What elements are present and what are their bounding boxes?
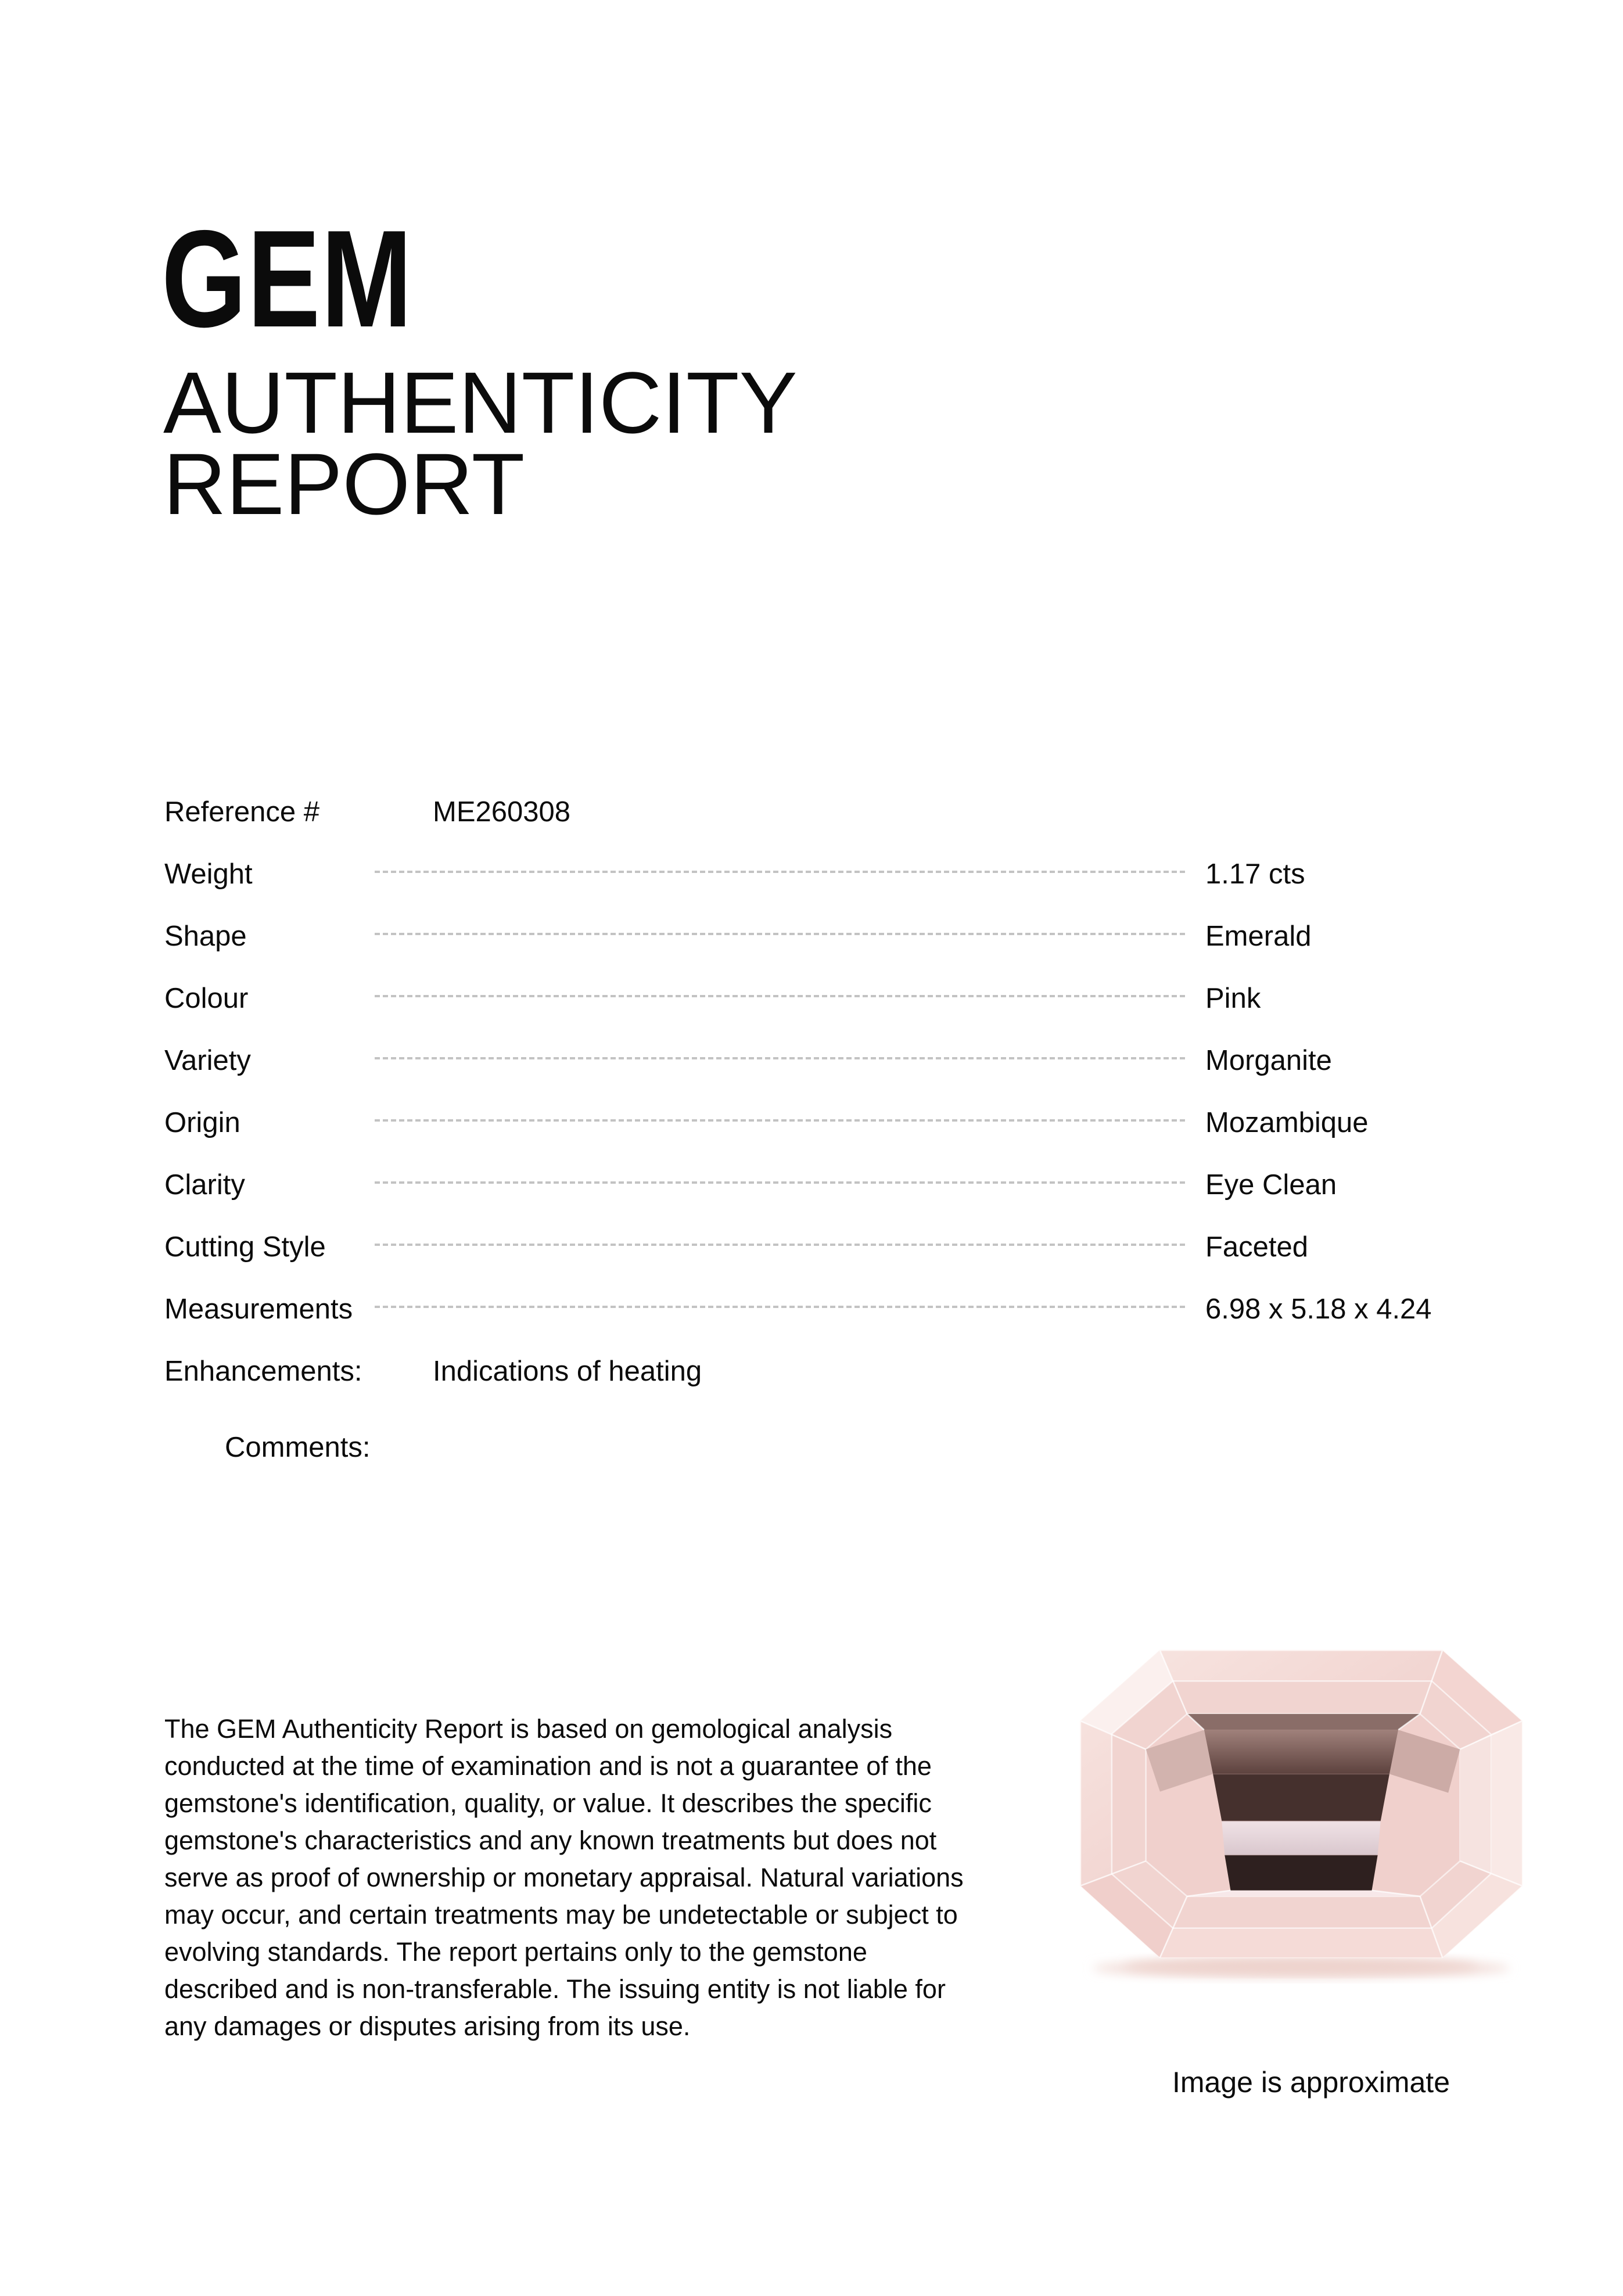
field-row-weight [164, 843, 1460, 906]
dotted-leader [375, 933, 1185, 935]
dotted-leader [375, 1057, 1185, 1059]
field-label-shape: Shape [164, 921, 247, 952]
field-label-comments: Comments: [225, 1432, 371, 1463]
field-label-enhancements: Enhancements: [164, 1356, 362, 1387]
field-row-colour [164, 968, 1460, 1030]
field-value-shape: Emerald [1205, 921, 1312, 952]
field-label-clarity: Clarity [164, 1169, 245, 1201]
dotted-leader [375, 871, 1185, 873]
field-value-measurements: 6.98 x 5.18 x 4.24 [1205, 1293, 1432, 1325]
field-row-cutting-style [164, 1216, 1460, 1278]
field-value-enhancements: Indications of heating [433, 1356, 702, 1387]
emerald-cut-gem-image [1072, 1635, 1531, 1984]
field-value-cutting-style: Faceted [1205, 1231, 1309, 1263]
field-row-enhancements [164, 1341, 1460, 1403]
field-label-origin: Origin [164, 1107, 240, 1138]
field-value-variety: Morganite [1205, 1045, 1332, 1076]
field-value-weight: 1.17 cts [1205, 858, 1305, 890]
report-title-report: REPORT [163, 435, 525, 533]
gem-photo [1072, 1635, 1531, 1984]
field-label-colour: Colour [164, 983, 249, 1014]
dotted-leader [375, 995, 1185, 997]
field-label-cutting-style: Cutting Style [164, 1231, 326, 1263]
field-row-shape [164, 906, 1460, 968]
dotted-leader [375, 1119, 1185, 1122]
dotted-leader [375, 1181, 1185, 1184]
dotted-leader [375, 1306, 1185, 1308]
fields-list [164, 781, 1460, 1479]
disclaimer-paragraph: The GEM Authenticity Report is based on gemological analysis conducted at the time of examination and is not a guarantee of the gemstone's identification, quality, or value. It describes the specific gemstone's characteristics and any known treatments but does not serve as proof of ownership or monetary appraisal. Natural variations may occur, and certain treatments may be undetectable or subject to evolving standards. The report pertains only to the gemstone described and is non-transferable. The issuing entity is not liable for any damages or disputes arising from its use. [164, 1714, 964, 2041]
field-label-weight: Weight [164, 858, 253, 890]
dotted-leader [375, 1244, 1185, 1246]
field-value-reference: ME260308 [433, 796, 571, 828]
field-label-reference: Reference # [164, 796, 319, 828]
field-row-clarity [164, 1154, 1460, 1216]
field-value-colour: Pink [1205, 983, 1261, 1014]
field-row-measurements [164, 1278, 1460, 1341]
field-label-measurements: Measurements [164, 1293, 353, 1325]
field-value-clarity: Eye Clean [1205, 1169, 1337, 1201]
field-row-variety [164, 1030, 1460, 1092]
report-title-authenticity: AUTHENTICITY [163, 354, 798, 451]
field-row-comments [164, 1417, 1460, 1479]
photo-caption: Image is approximate [1172, 2066, 1450, 2099]
report-title-gem: GEM [161, 202, 414, 356]
field-row-origin [164, 1092, 1460, 1154]
field-label-variety: Variety [164, 1045, 251, 1076]
field-value-origin: Mozambique [1205, 1107, 1369, 1138]
field-row-reference [164, 781, 1460, 843]
